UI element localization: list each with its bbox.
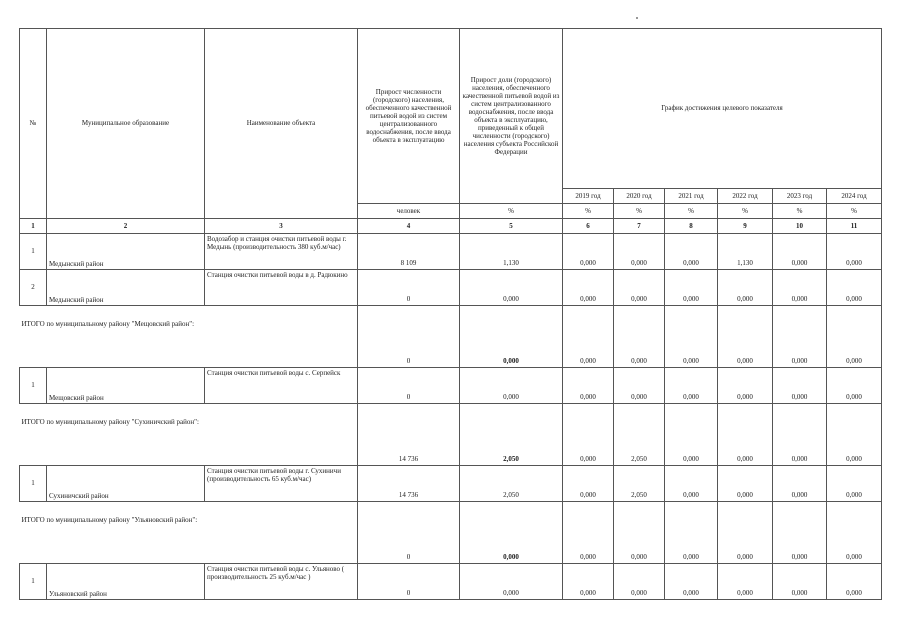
year-value: 0,000 (773, 270, 827, 306)
total-year-value: 0,000 (665, 404, 718, 466)
total-label: ИТОГО по муниципальному району "Мещовский район": (20, 306, 358, 368)
column-number: 10 (773, 219, 827, 234)
table-row (20, 270, 882, 306)
header-row-main (20, 29, 882, 189)
year-value: 0,000 (827, 466, 882, 502)
scan-speck (636, 17, 638, 19)
unit-percent: % (614, 204, 665, 219)
unit-percent: % (563, 204, 614, 219)
object-name: Станция очистки питьевой воды в д. Радюкино (205, 270, 358, 306)
table-row (20, 564, 882, 600)
total-row (20, 404, 882, 466)
year-value: 0,000 (773, 564, 827, 600)
unit-population: человек (358, 204, 460, 219)
total-population-growth: 0 (358, 306, 460, 368)
year-header: 2024 год (827, 189, 882, 204)
share-growth: 0,000 (460, 564, 563, 600)
column-number: 8 (665, 219, 718, 234)
column-number: 1 (20, 219, 47, 234)
year-value: 0,000 (665, 466, 718, 502)
header-municipality: Муниципальное образование (47, 29, 205, 219)
year-value: 0,000 (773, 368, 827, 404)
total-year-value: 0,000 (563, 306, 614, 368)
year-value: 0,000 (614, 564, 665, 600)
year-value: 0,000 (718, 368, 773, 404)
municipality-name: Медынский район (47, 234, 205, 270)
total-population-growth: 0 (358, 502, 460, 564)
year-value: 0,000 (827, 234, 882, 270)
unit-percent: % (827, 204, 882, 219)
total-row (20, 306, 882, 368)
year-value: 0,000 (665, 270, 718, 306)
total-year-value: 0,000 (773, 502, 827, 564)
total-label: ИТОГО по муниципальному району "Сухиничский район": (20, 404, 358, 466)
year-value: 0,000 (563, 368, 614, 404)
table-row (20, 368, 882, 404)
column-number: 11 (827, 219, 882, 234)
year-value: 0,000 (718, 270, 773, 306)
population-growth: 0 (358, 368, 460, 404)
year-value: 0,000 (827, 368, 882, 404)
share-growth: 0,000 (460, 270, 563, 306)
share-growth: 1,130 (460, 234, 563, 270)
total-label: ИТОГО по муниципальному району "Ульяновский район": (20, 502, 358, 564)
municipality-name: Сухиничский район (47, 466, 205, 502)
municipality-name: Ульяновский район (47, 564, 205, 600)
unit-percent: % (773, 204, 827, 219)
year-value: 0,000 (773, 466, 827, 502)
total-year-value: 0,000 (563, 502, 614, 564)
total-year-value: 0,000 (563, 404, 614, 466)
year-value: 2,050 (614, 466, 665, 502)
year-value: 0,000 (563, 564, 614, 600)
total-year-value: 0,000 (827, 404, 882, 466)
header-object: Наименование объекта (205, 29, 358, 219)
total-year-value: 0,000 (718, 502, 773, 564)
year-header: 2020 год (614, 189, 665, 204)
year-header: 2019 год (563, 189, 614, 204)
population-growth: 0 (358, 270, 460, 306)
municipality-name: Мещовский район (47, 368, 205, 404)
header-growth-population: Прирост численности (городского) населения, обеспеченного качественной питьевой водой из систем централизованного водоснабжения, после ввода объекта в эксплуатацию (358, 29, 460, 204)
column-number: 7 (614, 219, 665, 234)
population-growth: 14 736 (358, 466, 460, 502)
row-number: 1 (20, 368, 47, 404)
header-column-numbers-row (20, 219, 882, 234)
year-header: 2022 год (718, 189, 773, 204)
share-growth: 2,050 (460, 466, 563, 502)
year-header: 2023 год (773, 189, 827, 204)
year-value: 0,000 (563, 234, 614, 270)
unit-percent: % (665, 204, 718, 219)
row-number: 2 (20, 270, 47, 306)
total-share-growth: 0,000 (460, 502, 563, 564)
year-value: 0,000 (773, 234, 827, 270)
total-year-value: 2,050 (614, 404, 665, 466)
target-indicator-table (19, 28, 882, 600)
year-value: 0,000 (718, 466, 773, 502)
object-name: Станция очистки питьевой воды г. Сухиничи (производительность 65 куб.м/час) (205, 466, 358, 502)
object-name: Станция очистки питьевой воды с. Ульяново ( производительность 25 куб.м/час ) (205, 564, 358, 600)
column-number: 9 (718, 219, 773, 234)
row-number: 1 (20, 564, 47, 600)
year-value: 0,000 (665, 564, 718, 600)
total-year-value: 0,000 (718, 306, 773, 368)
column-number: 2 (47, 219, 205, 234)
year-value: 0,000 (614, 368, 665, 404)
total-share-growth: 0,000 (460, 306, 563, 368)
total-year-value: 0,000 (614, 502, 665, 564)
year-value: 0,000 (614, 270, 665, 306)
year-header: 2021 год (665, 189, 718, 204)
total-share-growth: 2,050 (460, 404, 563, 466)
total-year-value: 0,000 (827, 502, 882, 564)
year-value: 0,000 (665, 234, 718, 270)
unit-percent: % (718, 204, 773, 219)
header-schedule: График достижения целевого показателя (563, 29, 882, 189)
year-value: 0,000 (827, 270, 882, 306)
year-value: 0,000 (827, 564, 882, 600)
year-value: 0,000 (563, 270, 614, 306)
object-name: Станция очистки питьевой воды с. Серпейск (205, 368, 358, 404)
table-row (20, 466, 882, 502)
total-year-value: 0,000 (773, 404, 827, 466)
year-value: 0,000 (614, 234, 665, 270)
row-number: 1 (20, 466, 47, 502)
total-year-value: 0,000 (718, 404, 773, 466)
municipality-name: Медынский район (47, 270, 205, 306)
table-row (20, 234, 882, 270)
total-year-value: 0,000 (614, 306, 665, 368)
year-value: 0,000 (665, 368, 718, 404)
total-year-value: 0,000 (773, 306, 827, 368)
header-num: № (20, 29, 47, 219)
total-year-value: 0,000 (665, 306, 718, 368)
total-year-value: 0,000 (827, 306, 882, 368)
year-value: 1,130 (718, 234, 773, 270)
year-value: 0,000 (563, 466, 614, 502)
header-growth-share: Прирост доли (городского) населения, обеспеченного качественной питьевой водой из систем централизованного водоснабжения, после ввода объекта в эксплуатацию, приведенный к общей численности (городского) населения субъекта Российской Федерации (460, 29, 563, 204)
population-growth: 0 (358, 564, 460, 600)
object-name: Водозабор и станция очистки питьевой воды г. Медынь (производительность 380 куб.м/час) (205, 234, 358, 270)
population-growth: 8 109 (358, 234, 460, 270)
column-number: 4 (358, 219, 460, 234)
total-population-growth: 14 736 (358, 404, 460, 466)
column-number: 5 (460, 219, 563, 234)
share-growth: 0,000 (460, 368, 563, 404)
year-value: 0,000 (718, 564, 773, 600)
total-row (20, 502, 882, 564)
unit-percent: % (460, 204, 563, 219)
column-number: 6 (563, 219, 614, 234)
row-number: 1 (20, 234, 47, 270)
total-year-value: 0,000 (665, 502, 718, 564)
column-number: 3 (205, 219, 358, 234)
